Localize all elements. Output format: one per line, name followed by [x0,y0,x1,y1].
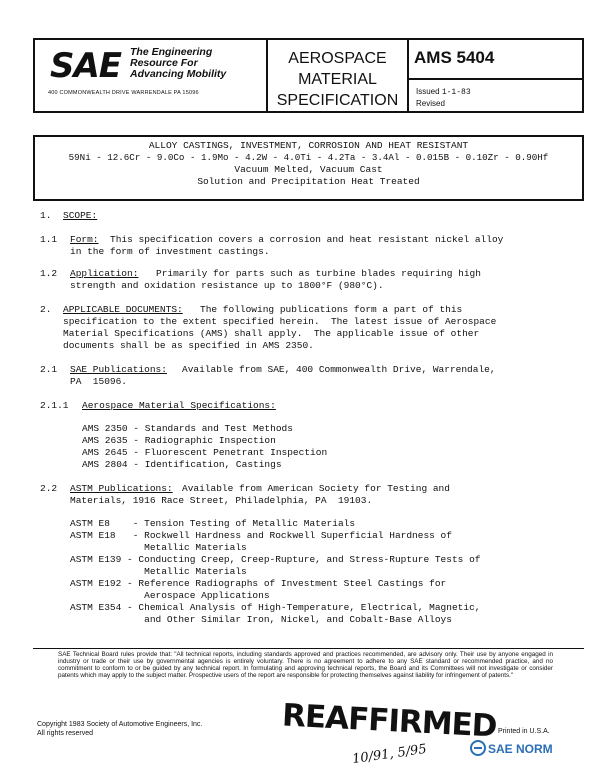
paragraph-text: specification to the extent specified herein. The latest issue of Aerospace [63,316,497,327]
section-number: 1.2 [40,268,58,279]
title-line: Solution and Precipitation Heat Treated [197,176,420,187]
paragraph-text: This specification covers a corrosion and heat resistant nickel alloy [110,234,504,245]
paragraph-text: in the form of investment castings. [70,246,270,257]
ams-reference: AMS 2350 - Standards and Test Methods [82,423,293,434]
printed-in-usa: Printed in U.S.A. [498,728,550,735]
section-heading: SAE Publications: [70,364,167,375]
astm-reference: ASTM E139 - Conducting Creep, Creep-Rupture, and Stress-Rupture Tests of [70,554,481,565]
sae-logo: SAE [50,46,122,86]
section-number: 2.1 [40,364,58,375]
section-number: 2.2 [40,483,58,494]
section-heading: APPLICABLE DOCUMENTS: [63,304,183,315]
section-heading: Application: [70,268,139,279]
ams-reference: AMS 2804 - Identification, Castings [82,459,282,470]
technical-board-note: SAE Technical Board rules provide that: "All technical reports, including standards approved and practices recommended, are advisory only. Their use by anyone engaged in industry or trade or their use by governmental agencies is entirely voluntary. There is no agreement to adhere to any SAE standard or recommended practice, and no commitment to conform to or be guided by any technical report. In formulating and approving technical reports, the Board and its Committees will not investigate or consider patents which may apply to the subject matter. Prospective users of the report are responsible for protecting themselves against liability for infringement of patents." [58,651,553,679]
ams-number: AMS 5404 [414,48,495,67]
issued-date: Issued 1-1-83 [416,87,471,97]
sae-norm-logo-icon [470,740,486,756]
section-number: 2.1.1 [40,400,69,411]
sae-norm-watermark: SAE NORM [488,742,553,756]
paragraph-text: documents shall be as specified in AMS 2350. [63,340,314,351]
copyright: Copyright 1983 Society of Automotive Engineers, Inc. All rights reserved [37,721,203,737]
paragraph-text: Available from American Society for Testing and [182,483,450,494]
sae-tagline: The Engineering Resource For Advancing Mobility [130,46,227,80]
title-line: ALLOY CASTINGS, INVESTMENT, CORROSION AND HEAT RESISTANT [148,140,469,151]
section-heading: SCOPE: [63,210,98,221]
header-divider [407,38,409,113]
astm-reference: ASTM E192 - Reference Radiographs of Investment Steel Castings for [70,578,447,589]
revised-label: Revised [416,99,445,108]
paragraph-text: Material Specifications (AMS) shall apply. The applicable issue of other [63,328,480,339]
astm-reference: and Other Similar Iron, Nickel, and Cobalt-Base Alloys [70,614,452,625]
reaffirmed-stamp: REAFFIRMED [281,697,498,745]
paragraph-text: Available from SAE, 400 Commonwealth Drive, Warrendale, [182,364,496,375]
section-number: 1. [40,210,52,221]
section-heading: ASTM Publications: [70,483,173,494]
astm-reference: ASTM E8 - Tension Testing of Metallic Materials [70,518,356,529]
paragraph-text: PA 15096. [70,376,128,387]
astm-reference: ASTM E18 - Rockwell Hardness and Rockwell Superficial Hardness of [70,530,452,541]
document-type-title: AEROSPACE MATERIAL SPECIFICATION [276,50,399,109]
footer-divider [33,648,584,649]
paragraph-text: The following publications form a part of this [200,304,463,315]
paragraph-text: Primarily for parts such as turbine blades requiring high [156,268,481,279]
ams-reference: AMS 2645 - Fluorescent Penetrant Inspection [82,447,328,458]
astm-reference: Aerospace Applications [70,590,270,601]
paragraph-text: strength and oxidation resistance up to 1800°F (980°C). [70,280,384,291]
section-number: 2. [40,304,52,315]
title-line: 59Ni - 12.6Cr - 9.0Co - 1.9Mo - 4.2W - 4.0Ti - 4.2Ta - 3.4Al - 0.015B - 0.10Zr - 0.90Hf [68,152,549,163]
ams-reference: AMS 2635 - Radiographic Inspection [82,435,276,446]
section-heading: Aerospace Material Specifications: [82,400,276,411]
section-number: 1.1 [40,234,58,245]
title-line: Vacuum Melted, Vacuum Cast [234,164,383,175]
handwritten-dates: 10/91, 5/95 [351,741,428,768]
astm-reference: Metallic Materials [70,542,247,553]
paragraph-text: Materials, 1916 Race Street, Philadelphia, PA 19103. [70,495,373,506]
astm-reference: ASTM E354 - Chemical Analysis of High-Temperature, Electrical, Magnetic, [70,602,481,613]
astm-reference: Metallic Materials [70,566,247,577]
section-heading: Form: [70,234,99,245]
header-divider [407,78,584,80]
sae-address: 400 COMMONWEALTH DRIVE WARRENDALE PA 15096 [48,90,199,96]
